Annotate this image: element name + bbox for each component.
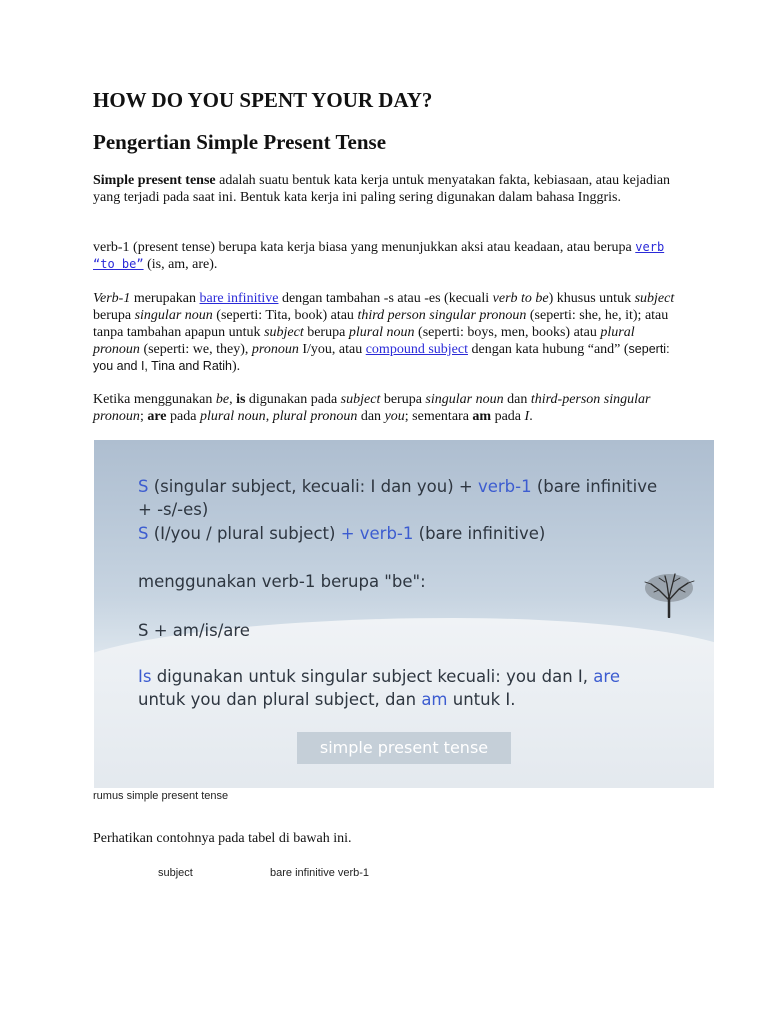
italic-term: plural noun <box>199 409 266 424</box>
paragraph-text: verb-1 (present tense) berupa kata kerja biasa yang menunjukkan aksi atau keadaan, atau berupa <box>93 240 636 255</box>
paragraph-verb1 <box>93 239 683 273</box>
formula-line <box>138 524 545 543</box>
italic-term: subject <box>340 392 381 407</box>
bold-term: is <box>236 392 246 407</box>
formula-line: menggunakan verb-1 berupa "be": <box>138 572 426 591</box>
italic-term: verb to be <box>492 291 549 306</box>
text-run: (seperti: she, he, it); atau tanpa tambahan apapun untuk <box>93 308 669 340</box>
formula-line: + -s/-es) <box>138 500 209 519</box>
link-compound-subject[interactable]: compound subject <box>365 342 468 357</box>
text-run: berupa <box>93 308 135 323</box>
text-run: dan <box>357 409 385 424</box>
formula-token: digunakan untuk singular subject kecuali: you dan I, <box>151 667 594 686</box>
paragraph-table-intro: Perhatikan contohnya pada tabel di bawah ini. <box>93 831 352 846</box>
formula-banner-image <box>94 440 714 788</box>
paragraph-text: (is, am, are). <box>143 257 218 272</box>
text-run: pada <box>166 409 200 424</box>
italic-term: Verb-1 <box>93 291 131 306</box>
formula-token: Is <box>138 667 152 686</box>
formula-token: (bare infinitive <box>531 477 658 496</box>
text-run: ; <box>139 409 148 424</box>
formula-token: + verb-1 <box>340 524 414 543</box>
text-run: dengan tambahan -s atau -es (kecuali <box>278 291 493 306</box>
text-run: dan <box>503 392 531 407</box>
italic-term: plural pronoun <box>272 409 358 424</box>
text-run: berupa <box>303 325 349 340</box>
italic-term: I <box>524 409 530 424</box>
italic-term: singular noun <box>425 392 504 407</box>
text-run: merupakan <box>130 291 200 306</box>
formula-token: am <box>421 690 448 709</box>
text-run: (seperti: we, they), <box>139 342 252 357</box>
bold-term: are <box>147 409 167 424</box>
italic-term: you <box>384 409 405 424</box>
text-run: , <box>229 392 237 407</box>
formula-token: S <box>138 477 149 496</box>
formula-token: untuk you dan plural subject, dan <box>138 690 422 709</box>
text-run: (seperti: Tita, book) atau <box>212 308 358 323</box>
text-run: , <box>265 409 273 424</box>
document-title: HOW DO YOU SPENT YOUR DAY? <box>93 88 433 112</box>
text-run: ). <box>231 359 241 374</box>
bold-term: Simple present tense <box>93 173 216 188</box>
italic-term: plural pronoun <box>93 325 635 357</box>
formula-line <box>138 690 516 709</box>
italic-term: be <box>215 392 230 407</box>
paragraph-to-be <box>93 391 683 425</box>
bold-term: am <box>472 409 492 424</box>
formula-line <box>138 667 620 686</box>
text-run: ) khusus untuk <box>548 291 635 306</box>
formula-token: S <box>138 524 149 543</box>
paragraph-bare-infinitive <box>93 290 683 375</box>
formula-token: untuk I. <box>447 690 516 709</box>
text-run: dengan kata hubung “and” ( <box>467 342 629 357</box>
italic-term: subject <box>634 291 675 306</box>
text-run: digunakan pada <box>245 392 341 407</box>
link-verb-to-be[interactable]: verb “to be” <box>93 240 665 271</box>
text-run: berupa <box>380 392 426 407</box>
paragraph-text: adalah suatu bentuk kata kerja untuk menyatakan fakta, kebiasaan, atau kejadian yang terjadi pada saat ini. Bentuk kata kerja ini paling sering digunakan dalam bahasa Inggris. <box>93 173 671 205</box>
italic-term: subject <box>264 325 304 340</box>
formula-token: are <box>593 667 620 686</box>
banner-tag: simple present tense <box>297 732 511 764</box>
formula-line <box>138 477 657 496</box>
image-caption: rumus simple present tense <box>93 790 229 802</box>
italic-term: pronoun <box>251 342 299 357</box>
text-run: . <box>529 409 533 424</box>
text-run: Ketika menggunakan <box>93 392 216 407</box>
italic-term: singular noun <box>134 308 213 323</box>
table-header-subject: subject <box>158 867 193 879</box>
table-header-verb: bare infinitive verb-1 <box>270 867 370 879</box>
text-run: seperti: you and I, Tina and Ratih <box>93 342 670 373</box>
link-bare-infinitive[interactable]: bare infinitive <box>199 291 279 306</box>
formula-token: (bare infinitive) <box>413 524 546 543</box>
text-run: I/you, atau <box>298 342 366 357</box>
formula-token: verb-1 <box>477 477 532 496</box>
italic-term: third-person singular pronoun <box>93 392 651 424</box>
formula-token: (I/you / plural subject) <box>148 524 341 543</box>
italic-term: plural noun <box>348 325 415 340</box>
text-run: (seperti: boys, men, books) atau <box>414 325 601 340</box>
formula-token: (singular subject, kecuali: I dan you) + <box>148 477 478 496</box>
text-run: pada <box>491 409 525 424</box>
bare-tree-icon <box>639 570 699 618</box>
paragraph-definition <box>93 172 683 206</box>
formula-line: S + am/is/are <box>138 621 250 640</box>
italic-term: third person singular pronoun <box>357 308 527 323</box>
text-run: ; sementara <box>404 409 473 424</box>
section-title: Pengertian Simple Present Tense <box>93 130 387 154</box>
